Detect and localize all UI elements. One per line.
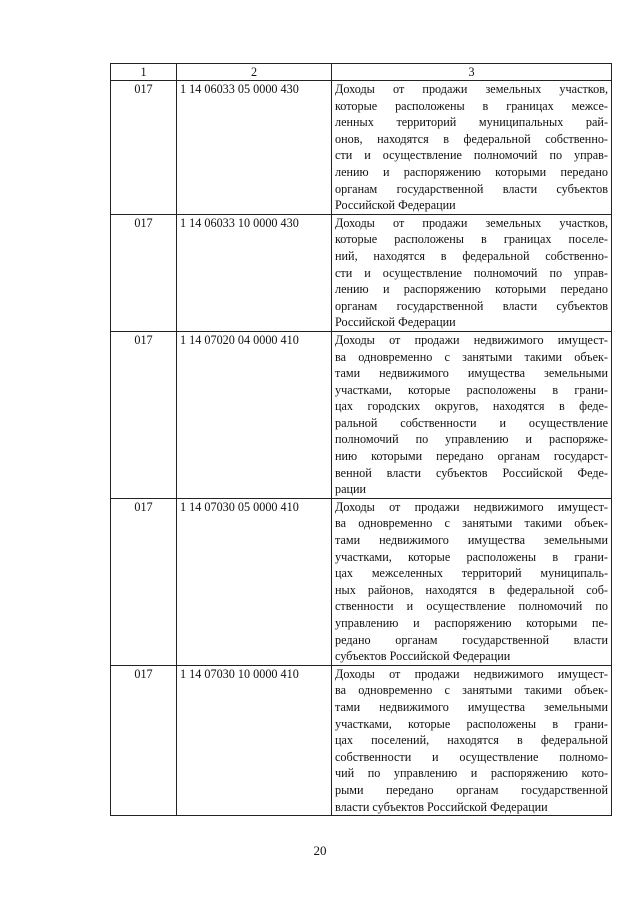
description-line: редано органам государственной власти bbox=[335, 632, 608, 647]
budget-code-cell: 1 14 07020 04 0000 410 bbox=[177, 331, 332, 498]
admin-code-cell: 017 bbox=[111, 665, 177, 815]
table-row bbox=[111, 331, 612, 498]
description-line: лению и распоряжению которыми передано bbox=[335, 282, 608, 297]
description-line: сти и осуществление полномочий по управ- bbox=[335, 265, 608, 280]
description-line: участками, которые расположены в грани- bbox=[335, 549, 608, 564]
description-line: ленных территорий муниципальных рай- bbox=[335, 115, 608, 130]
description-line: Доходы от продажи земельных участков, bbox=[335, 215, 608, 230]
description-line: участками, которые расположены в грани- bbox=[335, 716, 608, 731]
budget-code-cell: 1 14 07030 10 0000 410 bbox=[177, 665, 332, 815]
table-row bbox=[111, 81, 612, 215]
table-body bbox=[111, 81, 612, 816]
column-header-3: 3 bbox=[332, 64, 612, 81]
table-header-row bbox=[111, 64, 612, 81]
description-line: Российской Федерации bbox=[335, 315, 456, 330]
description-line: цах межселенных территорий муниципаль- bbox=[335, 566, 608, 581]
description-line: Доходы от продажи недвижимого имущест- bbox=[335, 499, 608, 514]
description-line: органам государственной власти субъектов bbox=[335, 181, 608, 196]
description-line: Доходы от продажи недвижимого имущест- bbox=[335, 332, 608, 347]
description-line: полномочий по управлению и распоряже- bbox=[335, 432, 608, 447]
description-line: тами недвижимого имущества земельными bbox=[335, 699, 608, 714]
description-line: ральной собственности и осуществление bbox=[335, 415, 608, 430]
description-line: венной власти субъектов Российской Феде- bbox=[335, 465, 608, 480]
description-line: участками, которые расположены в грани- bbox=[335, 382, 608, 397]
description-line: управлению и распоряжению которыми пе- bbox=[335, 616, 608, 630]
description-line: чий по управлению и распоряжению кото- bbox=[335, 766, 608, 781]
description-line: ва одновременно с занятыми такими объек- bbox=[335, 516, 608, 531]
budget-code-cell: 1 14 07030 05 0000 410 bbox=[177, 498, 332, 665]
description-line: Доходы от продажи недвижимого имущест- bbox=[335, 666, 608, 681]
budget-code-cell: 1 14 06033 10 0000 430 bbox=[177, 214, 332, 331]
description-line: рыми передано органам государственной bbox=[335, 782, 608, 797]
description-line: цах городских округов, находятся в феде- bbox=[335, 399, 608, 414]
description-line: ва одновременно с занятыми такими объек- bbox=[335, 349, 608, 364]
description-line: нию которыми передано органам государст- bbox=[335, 449, 608, 464]
column-header-2: 2 bbox=[177, 64, 332, 81]
page-number: 20 bbox=[313, 843, 327, 858]
table-row bbox=[111, 498, 612, 665]
admin-code-cell: 017 bbox=[111, 81, 177, 215]
table-row bbox=[111, 665, 612, 815]
description-line: субъектов Российской Федерации bbox=[335, 649, 511, 664]
column-header-1: 1 bbox=[111, 64, 177, 81]
description-line: рации bbox=[335, 482, 367, 497]
description-line: ственности и осуществление полномочий по bbox=[335, 599, 608, 614]
description-line: ний, находятся в федеральной собственно- bbox=[335, 248, 608, 263]
description-line: цах поселений, находятся в федеральной bbox=[335, 733, 608, 748]
description-cell bbox=[332, 331, 612, 498]
description-line: ва одновременно с занятыми такими объек- bbox=[335, 683, 608, 698]
description-line: которые расположены в границах межсе- bbox=[335, 98, 608, 113]
description-cell bbox=[332, 214, 612, 331]
description-cell bbox=[332, 81, 612, 215]
admin-code-cell: 017 bbox=[111, 498, 177, 665]
description-cell bbox=[332, 665, 612, 815]
description-line: власти субъектов Российской Федерации bbox=[335, 799, 548, 814]
revenue-classification-table bbox=[110, 63, 612, 816]
description-line: ных районов, находятся в федеральной соб- bbox=[335, 582, 608, 597]
description-line: собственности и осуществление полномо- bbox=[335, 749, 608, 764]
table-row bbox=[111, 214, 612, 331]
admin-code-cell: 017 bbox=[111, 331, 177, 498]
description-line: онов, находятся в федеральной собственно- bbox=[335, 131, 608, 146]
description-line: тами недвижимого имущества земельными bbox=[335, 366, 608, 381]
description-line: тами недвижимого имущества земельными bbox=[335, 533, 608, 548]
description-cell bbox=[332, 498, 612, 665]
description-line: которые расположены в границах поселе- bbox=[335, 232, 608, 247]
description-line: органам государственной власти субъектов bbox=[335, 298, 608, 313]
description-line: Российской Федерации bbox=[335, 198, 456, 213]
admin-code-cell: 017 bbox=[111, 214, 177, 331]
budget-code-cell: 1 14 06033 05 0000 430 bbox=[177, 81, 332, 215]
description-line: Доходы от продажи земельных участков, bbox=[335, 82, 608, 96]
description-line: лению и распоряжению которыми передано bbox=[335, 164, 608, 179]
description-line: сти и осуществление полномочий по управ- bbox=[335, 148, 608, 163]
